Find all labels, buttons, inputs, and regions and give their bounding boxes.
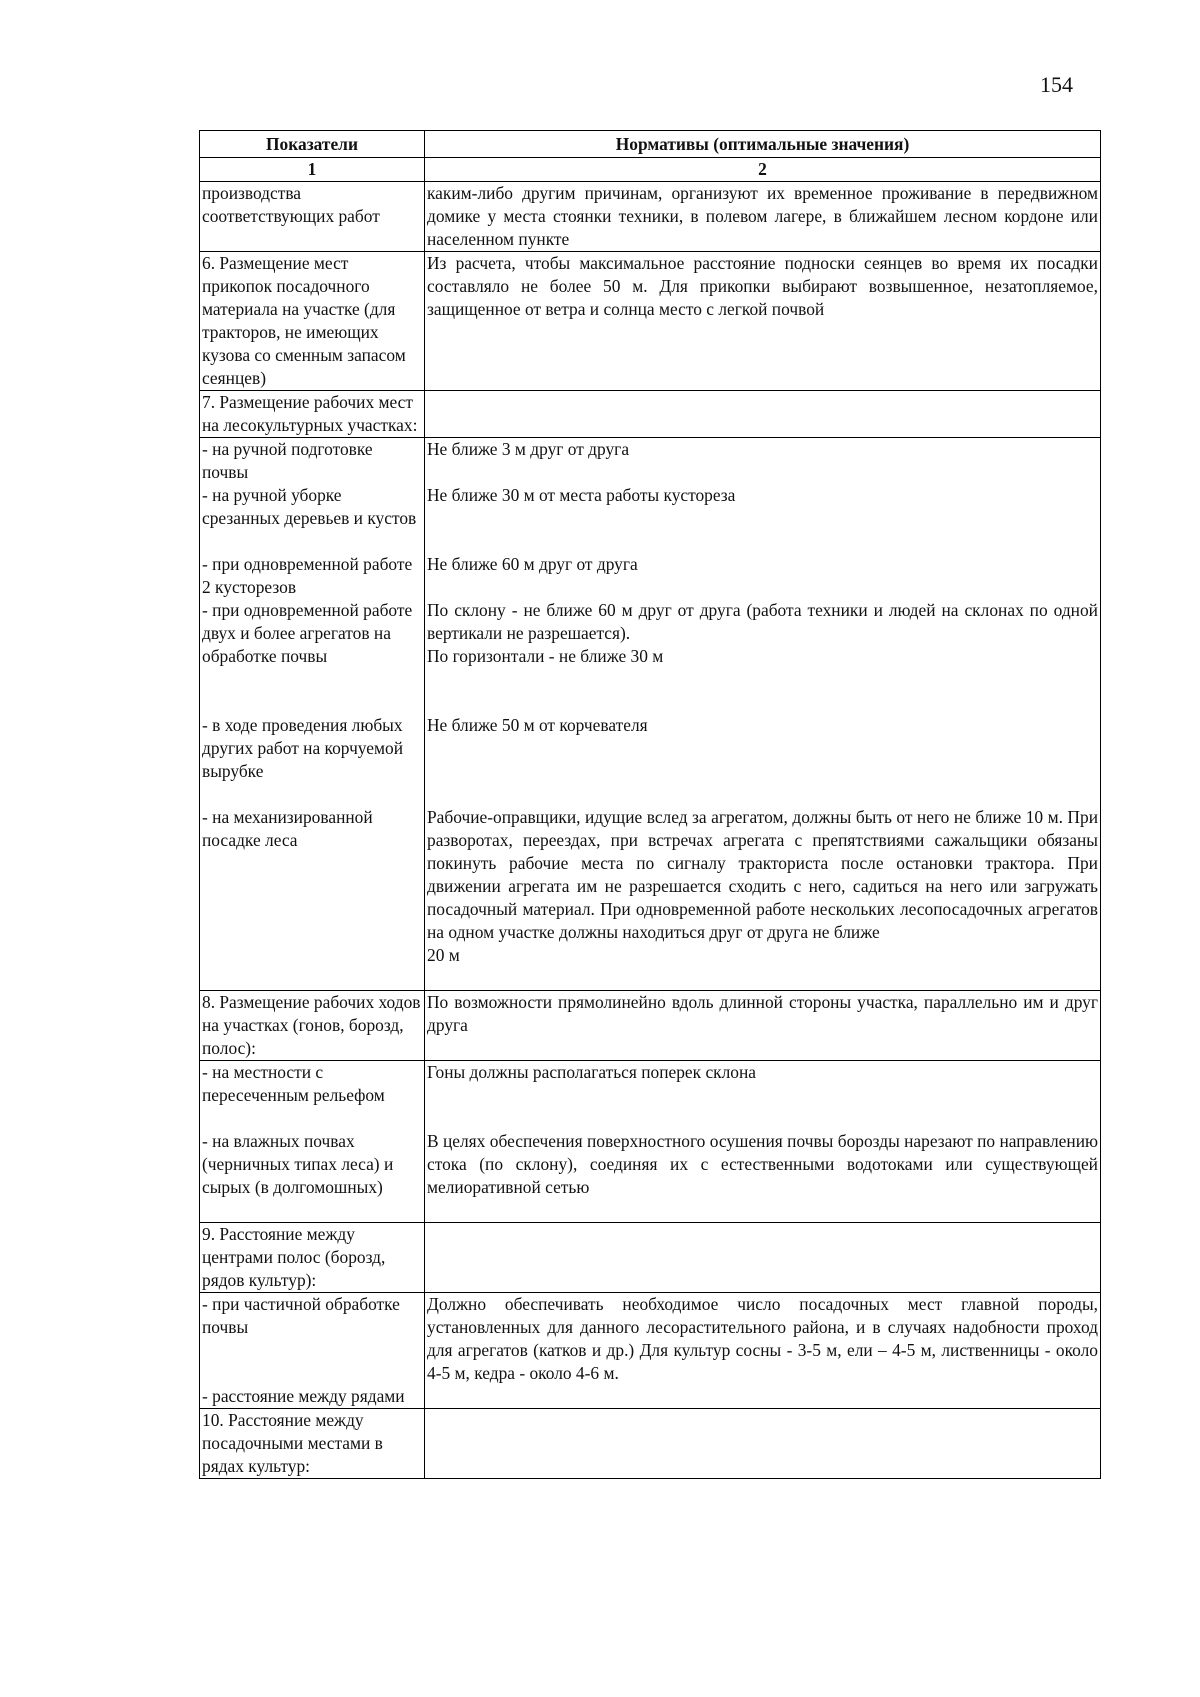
row-7-sub-4-norm-slope: По склону - не ближе 60 м друг от друга (работа техники и людей на склонах по одной вертикали не разрешается). (427, 600, 1098, 643)
row-7-sub-3-indicator: - при одновременной работе 2 кусторезов (202, 554, 413, 597)
row-9-subitems-norm (425, 1293, 1101, 1409)
row-7-sub-5-norm: Не ближе 50 м от корчевателя (427, 715, 648, 735)
page-number: 154 (1040, 72, 1073, 97)
row-7-sub-4-indicator: - при одновременной работе двух и более агрегатов на обработке почвы (202, 600, 413, 666)
row-9-indicator: 9. Расстояние между центрами полос (борозд, рядов культур): (200, 1223, 425, 1293)
norms-table (199, 130, 1101, 1479)
table-row (200, 1223, 1101, 1293)
header-num-2: 2 (425, 158, 1101, 182)
row-continuation-norm: каким-либо другим причинам, организуют их временное проживание в передвижном домике у места стоянки техники, в полевом лагере, в ближайшем лесном кордоне или населенном пункте (425, 182, 1101, 252)
table-row (200, 252, 1101, 391)
row-7-norm (425, 391, 1101, 438)
row-7-sub-6-norm-text: Рабочие-оправщики, идущие вслед за агрегатом, должны быть от него не ближе 10 м. При разворотах, переездах, при встречах агрегата с препятствиями сажальщики обязаны покинуть рабочие места по сигналу тракториста после остановки трактора. При движении агрегата им не разрешается сходить с него, садиться на него или загружать посадочный материал. При одновременной работе нескольких лесопосадочных агрегатов на одном участке должны находиться друг от друга не ближе (427, 807, 1098, 942)
header-num-1: 1 (200, 158, 425, 182)
row-7-sub-5-indicator: - в ходе проведения любых других работ на корчуемой вырубке (202, 715, 404, 781)
header-indicators: Показатели (200, 131, 425, 158)
table-row (200, 1409, 1101, 1479)
row-6-indicator: 6. Размещение мест прикопок посадочного материала на участке (для тракторов, не имеющих кузова со сменным запасом сеянцев) (200, 252, 425, 391)
table-row (200, 1293, 1101, 1409)
row-8-subitems-norms (425, 1061, 1101, 1223)
row-6-norm: Из расчета, чтобы максимальное расстояние подноски сеянцев во время их посадки составляло не более 50 м. Для прикопки выбирают возвышенное, незатопляемое, защищенное от ветра и солнца место с легкой почвой (425, 252, 1101, 391)
row-7-subitems-norms (425, 438, 1101, 991)
row-7-sub-4-norm (427, 599, 1098, 714)
row-7-sub-2-norm: Не ближе 30 м от места работы кустореза (427, 485, 736, 505)
table-row (200, 1061, 1101, 1223)
row-8-sub-1-norm: Гоны должны располагаться поперек склона (427, 1062, 757, 1082)
row-9-subitems-indicators (200, 1293, 425, 1409)
row-7-sub-1-norm: Не ближе 3 м друг от друга (427, 439, 630, 459)
row-7-sub-2-indicator: - на ручной уборке срезанных деревьев и кустов (202, 485, 417, 528)
row-10-indicator: 10. Расстояние между посадочными местами в рядах культур: (200, 1409, 425, 1479)
row-7-sub-6-norm (427, 806, 1098, 990)
row-7-indicator: 7. Размещение рабочих мест на лесокультурных участках: (200, 391, 425, 438)
row-8-indicator: 8. Размещение рабочих ходов на участках (гонов, борозд, полос): (200, 991, 425, 1061)
row-9-sub-1-indicator: - при частичной обработке почвы (202, 1294, 400, 1337)
row-9-sub-2-indicator: - расстояние между рядами (202, 1386, 405, 1406)
row-8-sub-1-indicator: - на местности с пересеченным рельефом (202, 1062, 385, 1105)
row-7-sub-4-norm-horizontal: По горизонтали - не ближе 30 м (427, 646, 664, 666)
row-7-subitems-indicators (200, 438, 425, 991)
table-header-numbers (200, 158, 1101, 182)
row-continuation-indicator: производства соответствующих работ (200, 182, 425, 252)
row-7-sub-6-norm-distance: 20 м (427, 945, 460, 965)
table-row (200, 182, 1101, 252)
row-9-sub-1-norm: Должно обеспечивать необходимое число посадочных мест главной породы, установленных для данного лесорастительного района, и в случаях надобности проход для агрегатов (катков и др.) Для культур сосны - 3-5 м, ели – 4-5 м, лиственницы - около 4-5 м, кедра - около 4-6 м. (427, 1294, 1098, 1383)
row-8-norm: По возможности прямолинейно вдоль длинной стороны участка, параллельно им и друг друга (425, 991, 1101, 1061)
row-8-sub-2-indicator: - на влажных почвах (черничных типах леса) и сырых (в долгомошных) (202, 1131, 394, 1197)
row-8-sub-2-norm: В целях обеспечения поверхностного осушения почвы борозды нарезают по направлению стока (по склону), соединяя их с естественными водотоками или существующей мелиоративной сетью (427, 1131, 1098, 1197)
header-norms: Нормативы (оптимальные значения) (425, 131, 1101, 158)
row-7-sub-6-indicator: - на механизированной посадке леса (202, 807, 373, 850)
row-9-norm (425, 1223, 1101, 1293)
table-row (200, 438, 1101, 991)
table-row (200, 391, 1101, 438)
table-row (200, 991, 1101, 1061)
row-8-subitems-indicators (200, 1061, 425, 1223)
row-7-sub-3-norm: Не ближе 60 м друг от друга (427, 554, 638, 574)
row-7-sub-1-indicator: - на ручной подготовке почвы (202, 439, 373, 482)
table-header-row (200, 131, 1101, 158)
row-10-norm (425, 1409, 1101, 1479)
